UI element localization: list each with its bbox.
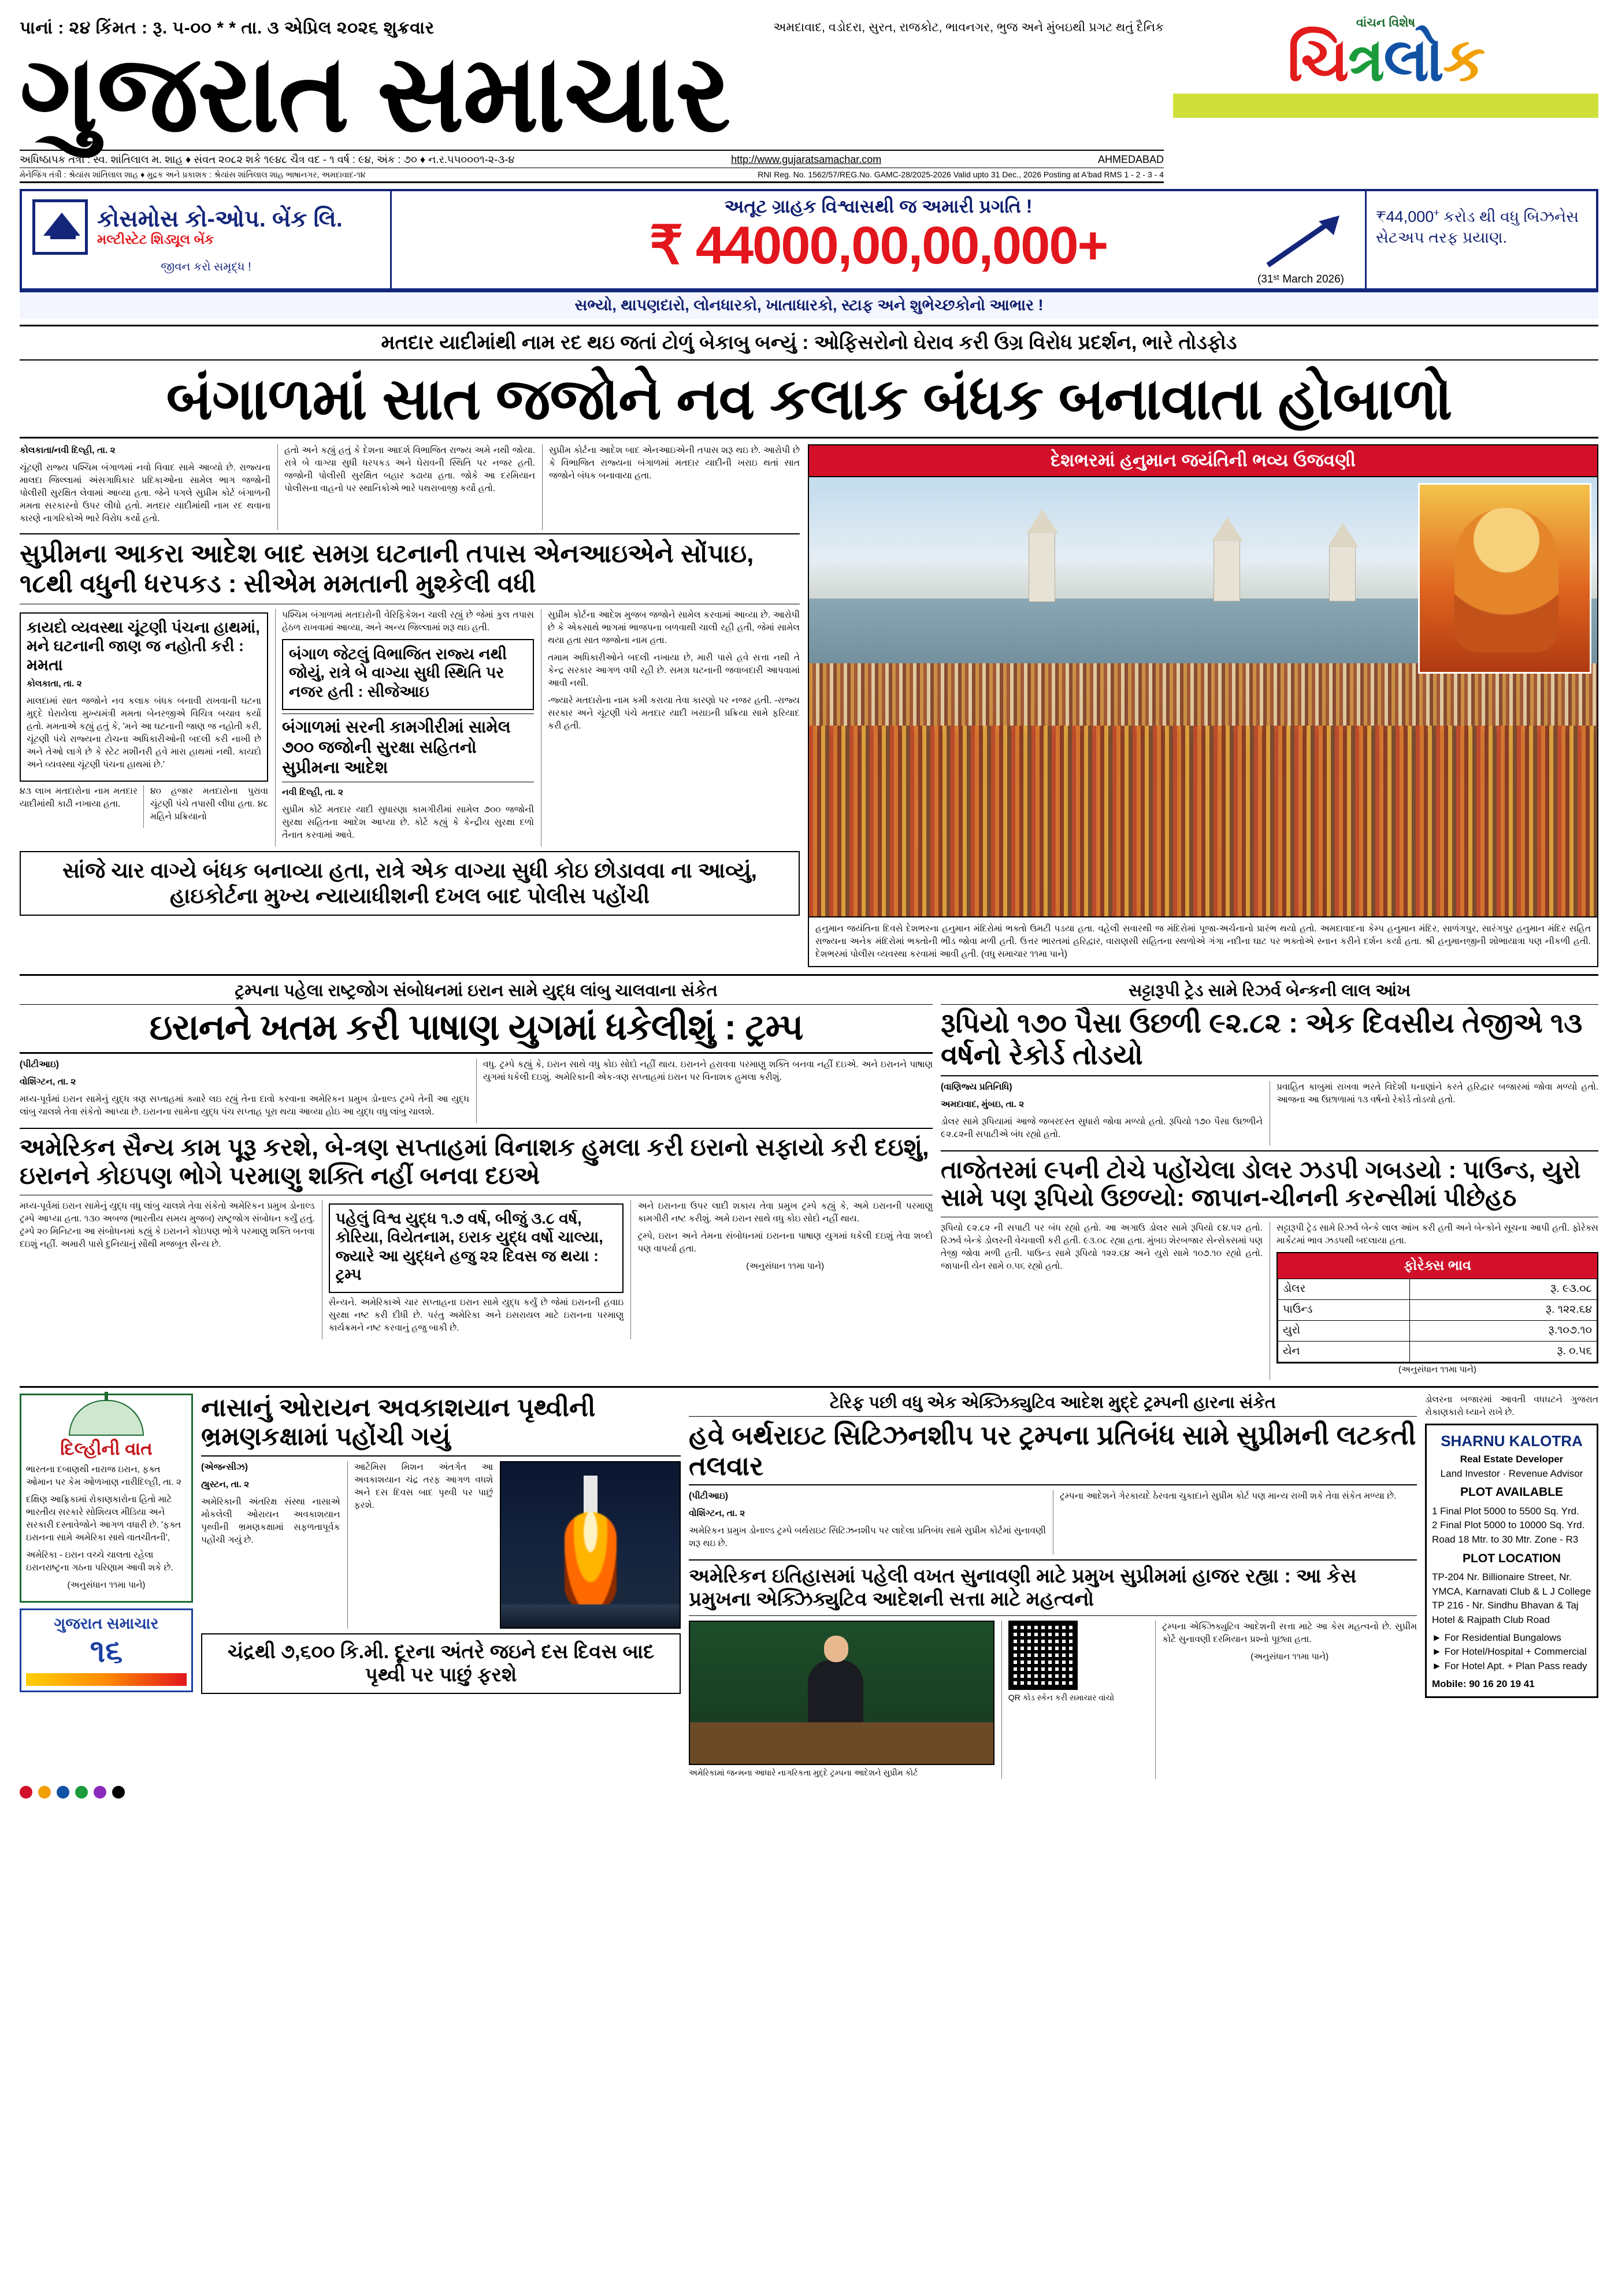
gs-brand-title: ગુજરાત સમાચાર (54, 1614, 159, 1632)
bank-tagline: જીવન કરો સમૃદ્ધ ! (161, 260, 251, 273)
growth-arrow-icon (1266, 216, 1341, 268)
photo-kicker: દેશભરમાં હનુમાન જયંતિની ભવ્ય ઉજવણી (808, 444, 1598, 477)
birthright-headline[interactable]: હવે બર્થરાઇટ સિટિઝનશીપ પર ટ્રમ્પના પ્રતિબંધ સામે સુપ્રીમની લટકતી તલવાર (689, 1420, 1417, 1485)
forex-rate: રૂ.૧૦૭.૧૦ (1410, 1321, 1597, 1342)
lead-col-3 (542, 444, 800, 530)
newspaper-title: ગુજરાત સમાચાર (20, 34, 730, 154)
forex-rate: રૂ. ૯૩.૦૮ (1410, 1279, 1597, 1300)
lead-body-grid (20, 444, 1598, 967)
bottom-left-column (20, 1394, 193, 1778)
forex-rate: રૂ. ૧૨૨.૬૪ (1410, 1300, 1597, 1321)
lead-col-1 (20, 444, 270, 530)
iran-story (20, 982, 933, 1380)
rocket-launch-photo (500, 1461, 681, 1629)
photo-caption: હનુમાન જયંતિના દિવસે દેશભરના હનુમાન મંદિરોમાં ભક્તો ઉમટી પડયા હતા. વહેલી સવારથી જ મંદિરોમાં પૂજા-અર્ચનાનો પ્રારંભ થયો હતો. અમદાવાદના કેમ્પ હનુમાન મંદિર, સાળંગપુર, સારંગપુર હનુમાન મંદિર સહિત રાજ્યના અનેક મંદિરોમાં ભક્તોની ભીડ જોવા મળી હતી. ઉત્તર ભારતમાં હરિદ્વાર, વારાણસી સહિતના સ્થળોએ ગંગા નદીના ઘાટ પર ભક્તોએ સ્નાન કરીને દર્શન કર્યા હતા. શ્રી હનુમાનજીની શોભાયાત્રા પણ નીકળી હતી. દેશભરમાં પોલીસ વ્યવસ્થા કરવામાં આવી હતી. (વધુ સમાચાર ૧૧મા પાને) (808, 917, 1598, 967)
birthright-subheadline: અમેરિકન ઇતિહાસમાં પહેલી વખત સુનાવણી માટે પ્રમુખ સુપ્રીમમાં હાજર રહ્યા : આ કેસ પ્રમુખના એક્ઝિક્યુટિવ આદેશની સત્તા માટે મહત્વનો (689, 1559, 1417, 1616)
birthright-col-2 (1053, 1490, 1417, 1555)
iran-lower-col-2: પહેલું વિશ્વ યુદ્ધ ૧.૭ વર્ષ, બીજું ૩.૮ વર્ષ, કોરિયા, વિયેતનામ, ઇરાક યુદ્ધ વર્ષો ચાલ્યા, જ્યારે આ યુદ્ધને હજુ ૨૨ દિવસ જ થયા : ટ્રમ્પ સૈન્યને. અમેરિકાએ ચાર સપ્તાહના ઇરાન સામે યુદ્ધ કર્યું છે જેમાં ઇરાનની હવાઇ સુરક્ષા નષ્ટ કરી દીધી છે. પરંતુ અમેરિકા અને ઇસરાયલ માટે ઇરાનના પરમાણુ કાર્યક્રમને નષ્ટ કરવાનું હજુ બાકી છે. (322, 1200, 624, 1340)
delhi-item-0: ભારતના દબાણથી નારાજ ઇરાન, ફક્ત ઓમાન પર કેમ ઓળખાણ નારીદિલ્હી, તા. ૨ (26, 1465, 181, 1488)
masthead (20, 16, 1598, 183)
edition-name: AHMEDABAD (1097, 153, 1164, 165)
price-date-line: પાનાં : ૨૪ કિંમત : રૂ. ૫-૦૦ * * તા. ૩ એપ્રિલ ૨૦૨૬ શુક્રવાર (20, 18, 435, 38)
mamata-quote-head: કાયદો વ્યવસ્થા ચૂંટણી પંચના હાથમાં, મને ઘટનાની જાણ જ નહોતી કરી : મમતા (27, 618, 260, 674)
birthright-photo-col (689, 1621, 994, 1779)
forex-rate: રૂ. ૦.૫૬ (1410, 1342, 1597, 1362)
rupee-col-1 (941, 1081, 1263, 1146)
delhi-ni-vaat-box[interactable] (20, 1394, 193, 1602)
bottom-section (20, 1394, 1598, 1778)
ad-bullet-0: ► For Residential Bungalows (1432, 1632, 1561, 1643)
iran-col1-text: મધ્ય-પૂર્વમાં ઇરાન સામેનું યુદ્ધ ત્રણ સપ્તાહમાં ક્યારે લઇ રહ્યું તેના દાવો કરવાના અમેરિકન પ્રમુખ ડોનાલ્ડ ટ્રમ્પે તેની આ યુદ્ધ લાંબુ ચાલશે તેવા સંકેતો આપ્યા છે. ઇરાનના સામેના યુદ્ધ પંચ સપ્તાહ પૂરા થયા આવ્યા હોઇ આ યુદ્ધ વધુ લાંબુ ચાલશે. (20, 1094, 469, 1117)
bank-subname: મલ્ટીસ્ટેટ શિડ્યૂલ બેંક (97, 232, 214, 247)
iran-source: (પીટીઆઇ) (20, 1060, 59, 1070)
delhi-item-1: દક્ષિણ આફ્રિકામાં રોકાણકારોના હિતો માટે ભારતીય સરકારે સોશિયલ મીડિયા અને સરકારી દસ્તાવેજોને આગળ વધારી છે. 'ફક્ત ઇરાનના સામે અમેરિકા સાથે વાતચીતની', (26, 1495, 181, 1543)
nasa-dateline: હ્યુસ્ટન, તા. ૨ (201, 1479, 250, 1489)
iran-col-1 (20, 1058, 469, 1123)
editions-line: અમદાવાદ, વડોદરા, સુરત, રાજકોટ, ભાવનગર, ભુજ અને મુંબઇથી પ્રગટ થતું દૈનિક (773, 21, 1164, 34)
lead-footnote-2: ૪૦ હજાર મતદારોના પુરાવા ચૂંટણી પંચે તપાસી લીધા હતા. ૪૮ મહિને પ્રક્રિયાનો (143, 785, 268, 828)
plot-line-0: 1 Final Plot 5000 to 5500 Sq. Yrd. (1432, 1505, 1579, 1517)
iran-col2-text: વધુ. ટ્રમ્પે કહ્યું કે, ઇરાન સાથે વધુ કોઇ સોદો નહીં થાય. ઇરાનને હરાવવા પરમાણુ શક્તિ બનવા નહીં દઇએ. અને ઇરાનને પાષાણ યુગમાં ધકેલી દઇશું. અમેરિકાની એક-ત્રણ સપ્તાહમાં ઇરાન પર વિનાશક હુમલા કરીશું. (483, 1060, 933, 1083)
rocket-flame (565, 1512, 617, 1610)
ad-as-on-date: (31ˢᵗ March 2026) (1257, 273, 1344, 286)
bank-logo-icon (32, 199, 88, 255)
qr-caption: QR કોડ સ્કેન કરી સમાચાર વાંચો (1008, 1693, 1115, 1703)
rupee-col1-text: ડોલર સામે રૂપિયામાં આજે જબરદસ્ત સુધારો જોવા મળ્યો હતો. રૂપિયો ૧૭૦ પૈસા ઉછળીને ૯૨.૮૨ની સપાટીએ બંધ રહ્યો હતો. (941, 1116, 1263, 1139)
print-registration-marks (20, 1786, 1598, 1799)
reg-dot-black (112, 1786, 125, 1799)
nasa-col2-text: આર્ટેમિસ મિશન અંતર્ગત આ અવકાશયાન ચંદ્ર તરફ આગળ વધશે અને દસ દિવસ બાદ પૃથ્વી પર પાછું ફરશે. (354, 1462, 493, 1510)
reg-dot-green (75, 1786, 88, 1799)
qr-code-icon[interactable] (1008, 1621, 1078, 1690)
classified-ad-column (1425, 1394, 1598, 1778)
birthright-col1-text: અમેરિકન પ્રમુખ ડોનાલ્ડ ટ્રમ્પે બર્થરાઇટ સિટિઝનશીપ પર લાદેલા પ્રતિબંધ સામે સુપ્રીમ કોર્ટમાં સુનાવણી શરૂ થઇ છે. (689, 1526, 1046, 1549)
supplement-tag: વાંચન વિશેષ (1356, 16, 1416, 29)
reg-dot-blue (57, 1786, 69, 1799)
rupee-byline: (વાણિજ્ય પ્રતિનિધિ) (941, 1082, 1012, 1092)
iran-headline[interactable]: ઇરાનને ખતમ કરી પાષાણ યુગમાં ધકેલીશું : ટ્રમ્પ (20, 1008, 933, 1054)
birthright-kicker: ટેરિફ પછી વધુ એક એક્ઝિક્યુટિવ આદેશ મુદ્દે ટ્રમ્પની હારના સંકેત (689, 1394, 1417, 1417)
sir-order-head: બંગાળમાં સરની કામગીરીમાં સામેલ ૭૦૦ જજોની સુરક્ષા સહિતનો સુપ્રીમના આદેશ (282, 714, 534, 782)
rupee-lower-col-1: રૂપિયો ૯૨.૮૨ ની સપાટી પર બંધ રહ્યો હતો. આ અગાઉ ડોલર સામે રૂપિયો ૯૪.૫૨ હતો. રિઝર્વ બેન્કે ડોલરની વેચવાલી કરી હતી. ૯૩.૦૮ રહ્યા હતા. મુંબઇ શેરબજાર સેન્સેક્સમાં પણ તેજી જોવા મળી હતી. પાઉન્ડ સામે રૂપિયો ૧૨૨.૬૪ અને યુરો સામે ૧૦૭.૧૦ રહ્યો હતો. જાપાની યેન સામે ૦.૫૬ રહ્યો હતો. (941, 1223, 1263, 1272)
rupee-contd: (અનુસંધાન ૧૧મા પાને) (1398, 1364, 1476, 1374)
iran-lower-col-1: મધ્ય-પૂર્વમાં ઇરાન સામેનું યુદ્ધ વધુ લાંબુ ચાલશે તેવા સંકેતો અમેરિકન પ્રમુખ ડોનાલ્ડ ટ્રમ્પે આપ્યા હતા. ૧૩૦ અબજ (ભારતીય સમય મુજબ) રાષ્ટ્રજોગ સંબોધન કર્યું હતું. ટ્રમ્પે ૨૦ મિનિટના આ સંબોધનમાં કહ્યું કે ઇરાનને કોઇપણ ભોગે પરમાણુ શક્તિ બનવા દઇશું નહીં. અમારી પાસે દુનિયાનું સૌથી મજબૂત સૈન્ય છે. (20, 1201, 315, 1249)
forex-table (1276, 1252, 1598, 1364)
rupee-subheadline: તાજેતરમાં ૯૫ની ટોચે પહોંચેલા ડોલર ઝડપી ગબડયો : પાઉન્ડ, યુરો સામે પણ રૂપિયો ઉછળ્યો: જાપાન-ચીનની કરન્સીમાં પીછેહઠ (941, 1150, 1598, 1217)
mid-section (20, 974, 1598, 1380)
forex-title: ફોરેક્સ ભાવ (1278, 1253, 1597, 1279)
advertiser-name: SHARNU KALOTRA (1441, 1432, 1583, 1450)
masthead-right (1164, 16, 1598, 118)
lead-col2-text: હતો અને કહ્યું હતું કે દેશના આદર્શ વિભાજિત રાજ્ય અમે નથી જોયા. રાત્રે બે વાગ્યા સુધી ધરપકડ અને ઘેરાવની સ્થિતિ પર નજર હતી. જજોની પોલીસી સુરક્ષિત બહાર કઢાયા હતા. જોકે આ દરમિયાન પોલીસના વાહનો પર સ્થાનિકોએ ભારે પથરાબાજી કર્યો હતો. (284, 445, 535, 494)
trump-photo (689, 1621, 994, 1765)
table-row (1278, 1342, 1597, 1362)
delhi-contd: (અનુસંધાન ૧૧મા પાને) (67, 1580, 146, 1591)
ad-bullet-1: ► For Hotel/Hospital + Commercial (1432, 1646, 1587, 1658)
sir-order-text: સુપ્રીમ કોર્ટે મતદાર યાદી સુધારણા કામગીરીમાં સામેલ ૭૦૦ જજોની સુરક્ષા સહિતના આદેશ આપ્યા છે. કોર્ટે કહ્યું કે કેન્દ્રીય સુરક્ષા દળો તૈનાત કરવામાં આવે. (282, 804, 534, 840)
iran-col-2 (476, 1058, 933, 1123)
rni-line: RNI Reg. No. 1562/57/REG.No. GAMC-28/2025-2026 Valid upto 31 Dec., 2026 Posting at A'bad RMS 1 - 2 - 3 - 4 (758, 169, 1164, 179)
mamata-quote-box (20, 612, 268, 782)
birthright-col2-text: ટ્રમ્પના આદેશને ગેરકાયદે ઠેરવતા ચુકાદાને સુપ્રીમ કોર્ટ પણ માન્ય રાખી શકે તેવા સંકેત મળ્યા છે. (1060, 1491, 1397, 1502)
war-duration-head: પહેલું વિશ્વ યુદ્ધ ૧.૭ વર્ષ, બીજું ૩.૮ વર્ષ, કોરિયા, વિયેતનામ, ઇરાક યુદ્ધ વર્ષો ચાલ્યા, જ્યારે આ યુદ્ધને હજુ ૨૨ દિવસ જ થયા : ટ્રમ્પ (335, 1209, 603, 1283)
advertiser-role-2: Land Investor · Revenue Advisor (1440, 1467, 1583, 1479)
hanuman-idol (1454, 508, 1558, 652)
cji-quote-head: બંગાળ જેટલું વિભાજિત રાજ્ય નથી જોયું, રાત્રે બે વાગ્યા સુધી સ્થિતિ પર નજર હતી : સીજેઆઇ (289, 645, 507, 700)
editor-line: અધિષ્ઠાપક તંત્રી : સ્વ. શાંતિલાલ મ. શાહ ♦ સંવત ૨૦૮૨ શકે ૧૯૪૮ ચૈત્ર વદ - ૧ વર્ષ : ૯૪, અંક : ૭૦ ♦ ન.ર.૫૫૦૦૦૧-૨-૩-૪ (20, 153, 515, 165)
lead-footnote-1: ૪૩ લાખ મતદારોના નામ મતદાર યાદીમાંથી કાઢી નખાયા હતા. (20, 786, 138, 809)
birthright-byline: (પીટીઆઇ) (689, 1491, 728, 1502)
birthright-story (689, 1394, 1417, 1778)
photo-frame (808, 477, 1598, 917)
gs-brand-box (20, 1608, 193, 1692)
plot-location-0: TP-204 Nr. Billionaire Street, Nr. YMCA, Karnavati Club & L J College (1432, 1571, 1591, 1597)
iran-subheadline: અમેરિકન સૈન્ય કામ પૂરૂ કરશે, બે-ત્રણ સપ્તાહમાં વિનાશક હુમલા કરી ઇરાનો સફાયો કરી દઇશું, ઇરાનને કોઇપણ ભોગે પરમાણુ શક્તિ નહીં બનવા દઇએ (20, 1128, 933, 1195)
iran-dateline: વોશિંગ્ટન, તા. ૨ (20, 1077, 76, 1087)
birthright-contd: (અનુસંધાન ૧૧મા પાને) (1250, 1652, 1329, 1662)
iran-lower-col-3: અને ઇરાનના ઉપર લાદી શકાય તેવા પ્રમુખ ટ્રમ્પે કહ્યું કે, અમે ઇરાનની પરમાણુ કામગીરી નષ્ટ કરીશું. અમે ઇરાન સાથે વધુ કોઇ સોદો નહીં થાય. ટ્રમ્પે, ઇરાન અને તેમના સંબોધનમાં ઇરાનના પાષાણ યુગમાં ધકેલી દઇશું તેવા શબ્દો પણ વાપર્યા હતા. (અનુસંધાન ૧૧મા પાને) (630, 1200, 933, 1340)
cji-quote-box (282, 639, 534, 710)
forex-currency: યેન (1278, 1342, 1410, 1362)
qr-col (1001, 1621, 1148, 1779)
rupee-dateline: અમદાવાદ, મુંબઇ, તા. ૨ (941, 1099, 1025, 1109)
ad-bullet-2: ► For Hotel Apt. + Plan Pass ready (1432, 1660, 1587, 1671)
ad-bank-right-text: ₹44,000⁺ કરોડ થી વધુ બિઝનેસ સેટઅપ તરફ પ્રયાણ. (1365, 191, 1596, 289)
ad-mobile[interactable]: Mobile: 90 16 20 19 41 (1432, 1678, 1535, 1689)
ad-intro-text: ડોલરના બજારમાં આવતી વધઘટને ગુજરાત રોકાણકારો ધ્યાને રાખે છે. (1425, 1395, 1598, 1418)
lead-kicker: મતદાર યાદીમાંથી નામ રદ થઇ જતાં ટોળું બેકાબુ બન્યું : ઓફિસરોનો ઘેરાવ કરી ઉગ્ર વિરોધ પ્રદર્શન, ભારે તોડફોડ (20, 325, 1598, 361)
temple-spire-2 (1214, 541, 1240, 601)
reg-dot-purple (94, 1786, 106, 1799)
delhi-item-2: અમેરિકા - ઇરાન વચ્ચે ચાલતા રહેલા ઇરાનરાષ્ટ્રના ગઠના પરિણામ આવી શકે છે. (26, 1550, 173, 1573)
lead-col3-text: સુપ્રીમ કોર્ટના આદેશ બાદ એનઆઇએની તપાસ શરૂ થઇ છે. આરોપી છે કે વિભાજિત રાજ્યના બંગાળમાં મતદાર યાદીની ખરાઇ થતાં સાત જજોને બંધક બનાવાયા હતા. (549, 445, 800, 481)
lead-dateline: કોલકાતા/નવી દિલ્હી, તા. ૨ (20, 445, 116, 456)
reg-dot-yellow (38, 1786, 51, 1799)
reg-dot-red (20, 1786, 32, 1799)
plot-available-title: PLOT AVAILABLE (1460, 1485, 1564, 1499)
ad-bank-logo-block (22, 191, 392, 289)
managing-editor-line: મેનેજિંગ તંત્રી : શ્રેયાંસ શાંતિલાલ શાહ ♦ મુદ્રક અને પ્રકાશક : શ્રેયાંસ શાંતિલાલ શાહ ભાષાનગર, અમદાવાદ-૧૪ (20, 169, 366, 179)
birthright-dateline: વોશિંગ્ટન, તા. ૨ (689, 1509, 745, 1519)
trump-figure (808, 1660, 863, 1723)
nasa-col-2 (347, 1461, 493, 1629)
masthead-left (20, 16, 1164, 183)
sir-order-dateline: નવી દિલ્હી, તા. ૨ (282, 787, 344, 797)
nasa-headline[interactable]: નાસાનું ઓરાયન અવકાશયાન પૃથ્વીની ભ્રમણકક્ષામાં પહોંચી ગયું (201, 1394, 681, 1456)
ad-bank-amount-block (392, 191, 1365, 289)
ad-headline: અતૂટ ગ્રાહક વિશ્વાસથી જ અમારી પ્રગતિ ! (724, 195, 1033, 217)
birthright-col-3: ટ્રમ્પના એક્ઝિક્યુટિવ આદેશની સત્તા માટે આ કેસ મહત્વનો છે. સુપ્રીમ કોર્ટે સુનાવણી દરમિયાન પ્રશ્નો પૂછ્યા હતા. (અનુસંધાન ૧૧મા પાને) (1155, 1621, 1417, 1779)
nasa-photo-col (500, 1461, 681, 1629)
rupee-kicker: સટ્ટારૂપી ટ્રેડ સામે રિઝર્વ બેન્કની લાલ આંખ (941, 982, 1598, 1005)
ad-bank-footer: સભ્યો, થાપણદારો, લોનધારકો, ખાતાધારકો, સ્ટાફ અને શુભેચ્છકોનો આભાર ! (20, 291, 1598, 319)
table-row (1278, 1279, 1597, 1300)
rupee-lower-col-2: સટ્ટારૂપી ટ્રેડ સામે રિઝર્વ બેન્કે લાલ આંખ કરી હતી અને બેન્કોને સૂચના આપી હતી. ફોરેક્સ માર્કેટમાં ભાવ ઝડપથી બદલાયા હતા. ફોરેક્સ ભાવ ડોલર રૂ. ૯૩.૦૮ પાઉન્ડ રૂ. ૧૨૨.૬૪ યુરો રૂ.૧૦૭.૧૦ યેન રૂ. ૦.૫૬ (અનુસંધાન ૧૧મા પાને) (1270, 1222, 1598, 1380)
nasa-story (201, 1394, 681, 1778)
nasa-bottom-quote: ચંદ્રથી ૭,૬૦૦ કિ.મી. દૂરના અંતરે જઇને દસ દિવસ બાદ પૃથ્વી પર પાછું ફરશે (201, 1633, 681, 1695)
gs-color-strip (26, 1673, 187, 1686)
mamata-dateline: કોલકાતા, તા. ૨ (27, 679, 82, 689)
plot-line-1: 2 Final Plot 5000 to 10000 Sq. Yrd. (1432, 1519, 1585, 1531)
section-divider (20, 1386, 1598, 1388)
desk-region (690, 1722, 993, 1764)
lead-subheadline[interactable]: સુપ્રીમના આકરા આદેશ બાદ સમગ્ર ઘટનાની તપાસ એનઆઇએને સોંપાઇ, ૧૮થી વધુની ધરપકડ : સીએમ મમતાની મુશ્કેલી વધી (20, 533, 800, 604)
temple-spire-3 (1329, 547, 1356, 601)
bank-advertisement[interactable] (20, 189, 1598, 291)
forex-currency: યુરો (1278, 1321, 1410, 1342)
plot-line-2: Road 18 Mtr. to 30 Mtr. Zone - R3 (1432, 1533, 1579, 1545)
crowd-far (809, 663, 1597, 733)
bank-name: કોસમોસ કો-ઓપ. બેંક લિ. (97, 206, 343, 232)
temple-spire-1 (1029, 533, 1055, 602)
sharnu-kalotra-ad[interactable] (1425, 1424, 1598, 1698)
parliament-dome-icon (69, 1400, 144, 1436)
lead-lower-col-2: પશ્ચિમ બંગાળમાં મતદારોની વેરિફિકેશન ચાલી રહ્યું છે જેમાં કુલ તપાસ હેઠળ રાખવામાં આવ્યા, અને અન્ય જિલ્લામાં શરૂ થઇ હતી. બંગાળ જેટલું વિભાજિત રાજ્ય નથી જોયું, રાત્રે બે વાગ્યા સુધી સ્થિતિ પર નજર હતી : સીજેઆઇ બંગાળમાં સરની કામગીરીમાં સામેલ ૭૦૦ જજોની સુરક્ષા સહિતનો સુપ્રીમના આદેશ નવી દિલ્હી, તા. ૨ સુપ્રીમ કોર્ટે મતદાર યાદી સુધારણા કામગીરીમાં સામેલ ૭૦૦ જજોની સુરક્ષા સહિતના આદેશ આપ્યા છે. કોર્ટે કહ્યું કે કેન્દ્રીય સુરક્ષા દળો તૈનાત કરવામાં આવે. (275, 609, 534, 846)
hanuman-idol-inset (1418, 483, 1591, 674)
plot-location-1: TP 216 - Nr. Sindhu Bhavan & Taj Hotel & Rajpath Club Road (1432, 1600, 1579, 1625)
rupee-story (941, 982, 1598, 1380)
supplement-title: ચિત્રલોક (1287, 27, 1485, 94)
mamata-quote-text: માલદામાં સાત જજોને નવ કલાક બંધક બનાવી રાખવાની ઘટના મુદ્દે ઘેરાયેલા મુખ્યમંત્રી મમતા બેનરજીએ વિચિત્ર બચાવ કર્યો હતો. મમતાએ કહ્યું હતું કે, 'મને આ ઘટનાની જાણ જ નહોતી કરી, ચૂંટણી પંચે રાજ્યના ટોચના અધિકારીઓની બદલી કરી નાખી છે અને તેઓ લાગે છે કે સ્ટેટ મશીનરી હવે મારા હાથમાં નથી. કાયદો અને વ્યવસ્થા ચૂંટણી પંચના હાથમાં છે.' (27, 696, 261, 770)
supplement-color-band (1173, 94, 1598, 118)
iran-contd: (અનુસંધાન ૧૧મા પાને) (746, 1261, 825, 1271)
forex-currency: પાઉન્ડ (1278, 1300, 1410, 1321)
lead-headline[interactable]: બંગાળમાં સાત જજોને નવ કલાક બંધક બનાવાતા હોબાળો (20, 361, 1598, 439)
lead-col1-text: ચૂંટણી રાજ્ય પશ્ચિમ બંગાળમાં નવો વિવાદ સામે આવ્યો છે. રાજ્યના માલદા જિલ્લામાં અંસગાધિકાર પ્રદિકાઓના સામેલ ભાગ જજોની પોલીસી સુરક્ષિત લેવામાં આવ્યા હતા. જેને પગલે સુપ્રીમ કોર્ટ બંગાળની મમતા સરકારનો ઉપર લીધો હતો. મતદાર યાદીમાંથી નામ રદ થવાના કારણે નાગરિકોએ ભારે વિરોધ કર્યો હતો. (20, 463, 270, 524)
delhi-box-title: દિલ્હીની વાત (60, 1439, 153, 1459)
lead-left-column (20, 444, 800, 967)
ocean-region (501, 1604, 680, 1628)
birthright-photo-caption: અમેરિકામાં જન્મના આધારે નાગરિકતા મુદ્દે ટ્રમ્પના આદેશને સુપ્રીમ કોર્ટ (689, 1768, 918, 1778)
rupee-col-2 (1270, 1081, 1598, 1146)
gs-page-number: ૧૬ (90, 1633, 123, 1669)
table-row (1278, 1321, 1597, 1342)
lead-bottom-quote: સાંજે ચાર વાગ્યે બંધક બનાવ્યા હતા, રાત્રે એક વાગ્યા સુધી કોઇ છોડાવવા ના આવ્યું, હાઇકોર્ટના મુખ્ય ન્યાયાધીશની દખલ બાદ પોલીસ પહોંચી (20, 851, 800, 916)
hanuman-photo-package (808, 444, 1598, 967)
iran-kicker: ટ્રમ્પના પહેલા રાષ્ટ્રજોગ સંબોધનમાં ઇરાન સામે યુદ્ધ લાંબુ ચાલવાના સંકેત (20, 982, 933, 1005)
nasa-byline: (એજન્સીઝ) (201, 1462, 248, 1472)
rupee-col2-text: પ્રવાહિત કાબુમાં રાખવા ભરતે વિદેશી ધનાણાંને કરતે હરિદ્વાર બજારમાં જોવા મળ્યો હતો. આજના આ ઉછાળામાં ૧૩ વર્ષનો રેકોર્ડ તોડયો હતો. (1276, 1082, 1598, 1105)
forex-currency: ડોલર (1278, 1279, 1410, 1300)
website-link[interactable]: http://www.gujaratsamachar.com (731, 153, 882, 165)
birthright-col-1 (689, 1490, 1046, 1555)
ghat-photo (809, 477, 1597, 916)
lead-lower-col-1 (20, 609, 268, 846)
plot-location-title: PLOT LOCATION (1463, 1551, 1561, 1565)
crowd-near (809, 726, 1597, 916)
war-duration-box (329, 1203, 624, 1294)
nasa-col1-text: અમેરિકાની અંતરિક્ષ સંસ્થા નાસાએ મોકલેલી ઓરાયન અવકાશયાન પૃથ્વીની ભ્રમણકક્ષામાં સફળતાપૂર્વક પહોંચી ગયું છે. (201, 1496, 340, 1545)
rupee-headline[interactable]: રૂપિયો ૧૭૦ પૈસા ઉછળી ૯૨.૮૨ : એક દિવસીય તેજીએ ૧૩ વર્ષનો રેકોર્ડ તોડયો (941, 1008, 1598, 1076)
nasa-col-1 (201, 1461, 340, 1629)
table-row (1278, 1300, 1597, 1321)
ad-amount: ₹ 44000,00,00,000+ (649, 216, 1108, 275)
lead-lower-col-3: સુપ્રીમ કોર્ટના આદેશ મુજબ જજોને સામેલ કરવામાં આવ્યા છે. આરોપી છે કે એકસાથે ભાગમાં ભાજપના બળવાથી ચાલી રહી હતી, જેમાં સામેલ થયા હતા સાત જજોના નામ હતા. તમામ અધિકારીઓને બદલી નખાયા છે, મારી પાસે હવે સત્તા નથી તે કેન્દ્ર સરકાર આગળ વધી રહી છે. સમગ્ર ઘટનાની જવાબદારી આપવામાં આવી નથી. -જ્યારે મતદારોના નામ કમી કરાયા તેવા કારણો પર નજર હતી. -રાજ્ય સરકાર અને ચૂંટણી પંચે મતદાર યાદી ખરાઇની પ્રક્રિયા સામે ફરિયાદ કરી હતી. (541, 609, 800, 846)
advertiser-role-1: Real Estate Developer (1460, 1453, 1564, 1465)
lead-col-2 (277, 444, 535, 530)
